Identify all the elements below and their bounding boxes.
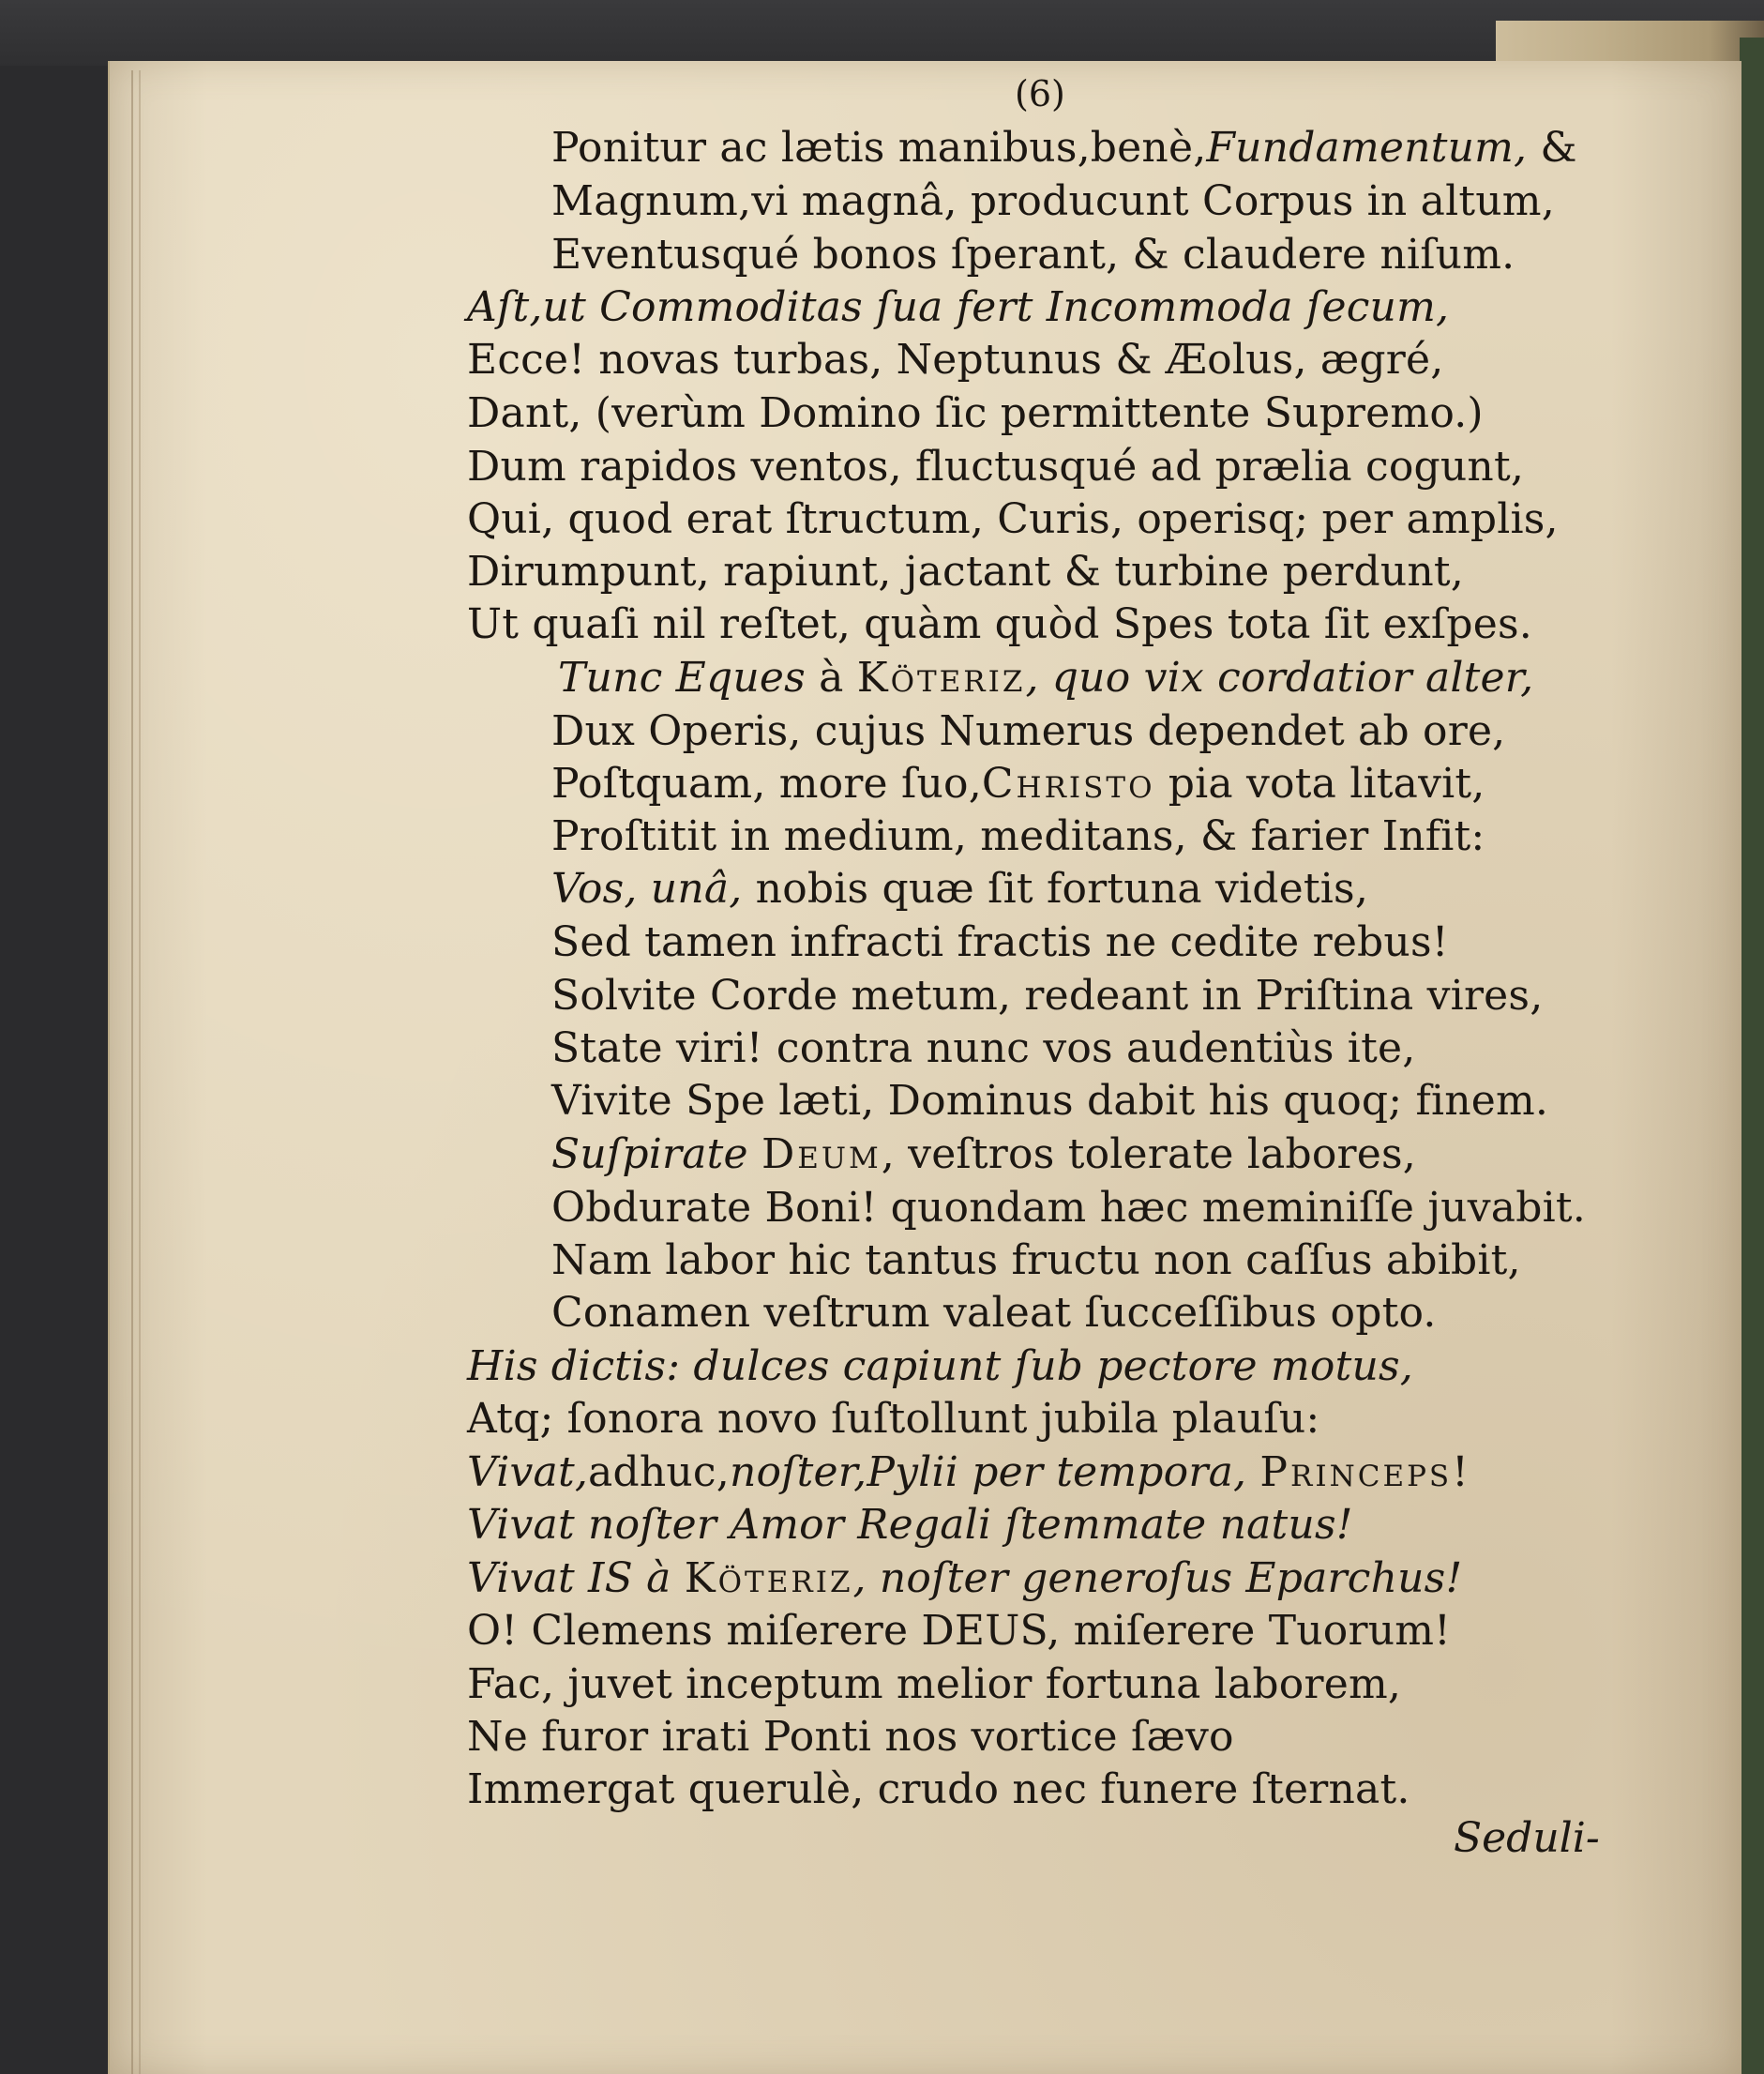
line-segment: Nam labor hic tantus fructu non caſſus abibit, <box>551 1236 1521 1284</box>
line-segment: Magnum,vi magnâ, producunt Corpus in altum, <box>551 177 1555 225</box>
line-segment: Immergat querulè, crudo nec funere ſternat. <box>467 1765 1410 1813</box>
line-segment <box>748 1130 761 1178</box>
line-segment: Proſtitit in medium, meditans, & farier Infit: <box>551 812 1485 860</box>
line-segment: Vivite Spe læti, Dominus dabit his quoq; finem. <box>551 1077 1549 1125</box>
verse-line <box>551 758 1485 810</box>
verse-line <box>558 652 1533 704</box>
line-segment: Vivat noſter Amor Regali ſtemmate natus! <box>467 1501 1353 1549</box>
line-segment: Dirumpunt, rapiunt, jactant & turbine perdunt, <box>467 548 1464 596</box>
verse-line <box>467 1340 1413 1393</box>
line-segment: Christo <box>981 760 1155 808</box>
verse-line <box>467 1499 1353 1552</box>
line-segment: Ponitur ac lætis manibus,benè, <box>551 124 1207 172</box>
verse-line <box>551 916 1449 969</box>
line-segment: Tunc Eques <box>558 654 820 702</box>
catchword: Seduli- <box>1454 1814 1600 1862</box>
line-segment: Dum rapidos ventos, fluctusqué ad prælia cogunt, <box>467 443 1525 491</box>
verse-line <box>551 122 1577 174</box>
line-segment: , noſter generoſus Eparchus! <box>852 1554 1463 1602</box>
verse-line <box>467 441 1524 493</box>
verse-line <box>467 334 1443 386</box>
verse-line <box>467 281 1449 334</box>
line-segment: Fac, juvet inceptum melior fortuna laborem, <box>467 1660 1402 1708</box>
verse-line <box>467 493 1559 546</box>
line-segment: Vivat, <box>467 1448 589 1496</box>
verse-line <box>551 705 1505 758</box>
verse-line <box>467 1393 1319 1446</box>
verse-line <box>551 175 1555 228</box>
verse-line <box>467 387 1484 440</box>
line-segment: Fundamentum, <box>1206 124 1528 172</box>
line-segment: Conamen veſtrum valeat ſucceſſibus opto. <box>551 1289 1437 1337</box>
verse-line <box>467 1711 1234 1764</box>
line-segment: Köteriz <box>856 654 1026 702</box>
line-segment <box>1246 1448 1259 1496</box>
line-segment: Obdurate Boni! quondam hæc meminiſſe juvabit. <box>551 1184 1586 1232</box>
verse-line <box>551 1075 1548 1128</box>
verse-line <box>467 1605 1451 1658</box>
line-segment: nobis quæ ſit fortuna videtis, <box>742 865 1369 913</box>
line-segment: Dant, (verùm Domino ſic permittente Supremo.) <box>467 389 1484 437</box>
line-segment: Deum <box>761 1130 882 1178</box>
verse-line <box>551 970 1543 1022</box>
verse-line <box>467 598 1532 651</box>
verse-line <box>551 1022 1415 1075</box>
line-segment: Solvite Corde metum, redeant in Priſtina vires, <box>551 972 1544 1020</box>
verse-line <box>467 1658 1401 1711</box>
verse-line <box>551 1234 1521 1287</box>
line-segment: à <box>819 654 857 702</box>
page-number: (6) <box>1015 73 1065 114</box>
line-segment: Atq; ſonora novo ſuſtollunt jubila plauſu: <box>467 1395 1320 1443</box>
verse-line <box>551 1182 1586 1234</box>
line-segment: Dux Operis, cujus Numerus dependet ab ore, <box>551 707 1506 755</box>
verse-line <box>551 1128 1416 1181</box>
line-segment: adhuc, <box>588 1448 730 1496</box>
verse-line <box>467 1764 1410 1816</box>
line-segment: noſter,Pylii per tempora, <box>729 1448 1247 1496</box>
line-segment: Ut quaſi nil reſtet, quàm quòd Spes tota ſit exſpes. <box>467 600 1532 648</box>
line-segment: Ecce! novas turbas, Neptunus & Æolus, ægré, <box>467 336 1444 384</box>
line-segment: O! Clemens miſerere DEUS, miſerere Tuorum! <box>467 1607 1452 1655</box>
line-segment: Köteriz <box>684 1554 853 1602</box>
line-segment: Qui, quod erat ſtructum, Curis, operisq; per amplis, <box>467 495 1559 543</box>
line-segment: Suſpirate <box>551 1130 748 1178</box>
line-segment: Princeps <box>1259 1448 1453 1496</box>
line-segment: ! <box>1452 1448 1470 1496</box>
line-segment: His dictis: dulces capiunt ſub pectore motus, <box>467 1342 1413 1390</box>
line-segment: Eventusqué bonos ſperant, & claudere niſum. <box>551 231 1515 279</box>
line-segment: Poſtquam, more ſuo, <box>551 760 982 808</box>
line-segment: Aſt,ut Commoditas ſua fert Incommoda ſecum, <box>467 283 1450 331</box>
verse-line <box>467 1552 1462 1605</box>
line-segment: Sed tamen infracti fractis ne cedite rebus! <box>551 918 1449 966</box>
line-segment: & <box>1527 124 1577 172</box>
line-segment: , veſtros tolerate labores, <box>881 1130 1416 1178</box>
line-segment: , quo vix cordatior alter, <box>1025 654 1534 702</box>
verse-line <box>551 229 1515 281</box>
line-segment: Ne furor irati Ponti nos vortice ſævo <box>467 1713 1234 1761</box>
verse-line <box>551 863 1368 916</box>
verse-line <box>467 1446 1469 1499</box>
verse-line <box>467 546 1464 598</box>
line-segment: pia vota litavit, <box>1154 760 1485 808</box>
verse-line <box>551 810 1485 863</box>
line-segment: Vivat IS à <box>467 1554 685 1602</box>
line-segment: Vos, unâ, <box>551 865 743 913</box>
verse-line <box>551 1287 1437 1340</box>
line-segment: State viri! contra nunc vos audentiùs ite, <box>551 1024 1416 1072</box>
